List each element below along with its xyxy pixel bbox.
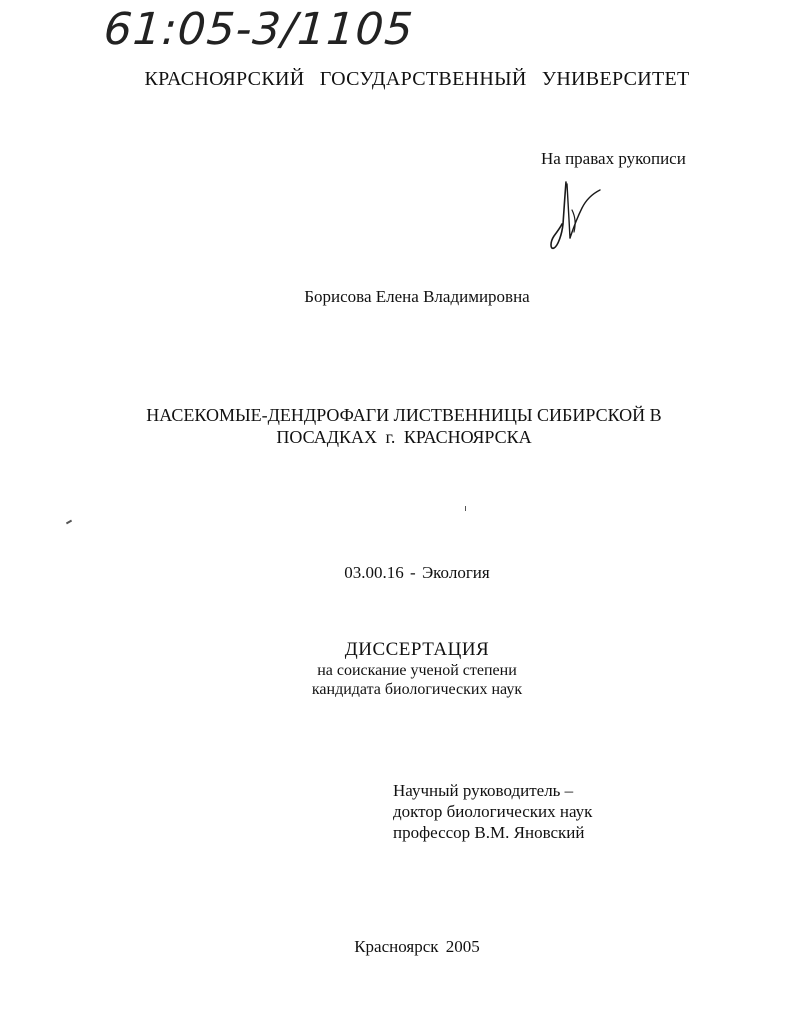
degree-line-2: кандидата биологических наук [311, 681, 523, 698]
scan-speck [465, 506, 466, 511]
signature-icon [548, 180, 608, 252]
scan-speck [66, 520, 72, 525]
supervisor-block [393, 780, 592, 843]
manuscript-rights-note: На правах рукописи [541, 149, 686, 168]
dissertation-degree-block [0, 639, 798, 699]
supervisor-role: Научный руководитель – [393, 781, 574, 800]
degree-line-1: на соискание ученой степени [317, 662, 517, 679]
author-name: Борисова Елена Владимировна [304, 287, 530, 306]
supervisor-degree: доктор биологических наук [393, 802, 593, 821]
specialty-code: 03.00.16 - Экология [344, 563, 490, 582]
supervisor-name: профессор В.М. Яновский [393, 823, 585, 842]
city-and-year: Красноярск 2005 [354, 937, 480, 956]
dissertation-title [0, 404, 798, 448]
archive-code-handwritten: 61:05-3/1105 [102, 4, 416, 55]
title-line-2: ПОСАДКАХ г. КРАСНОЯРСКА [276, 427, 532, 447]
title-line-1: НАСЕКОМЫЕ-ДЕНДРОФАГИ ЛИСТВЕННИЦЫ СИБИРСКОЙ В [146, 405, 662, 425]
university-name: КРАСНОЯРСКИЙ ГОСУДАРСТВЕННЫЙ УНИВЕРСИТЕТ [144, 68, 690, 90]
dissertation-heading: ДИССЕРТАЦИЯ [344, 639, 490, 660]
